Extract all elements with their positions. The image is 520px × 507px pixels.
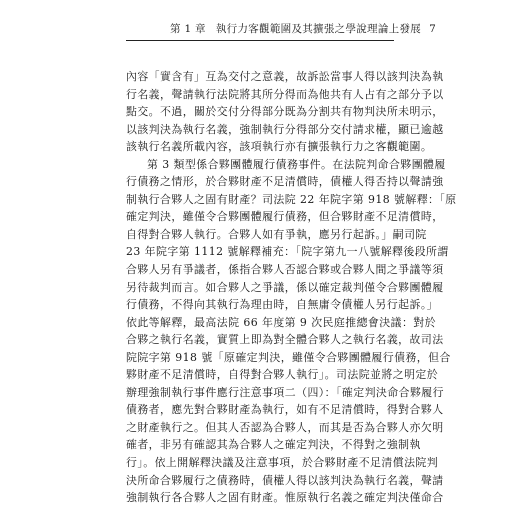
body-text — [126, 68, 457, 507]
text-line: 院院字第 918 號「原確定判決，雖僅令合夥團體履行債務，但合 — [126, 350, 451, 364]
text-line: 合夥人另有爭議者，係指合夥人否認合夥或合夥人間之爭議等須 — [126, 263, 444, 277]
text-line: 23 年院字第 1112 號解釋補充：「院字第九一八號解釋後段所謂 — [126, 245, 449, 259]
text-line: 強制執行各合夥人之固有財產。惟原執行名義之確定判決僅命合 — [126, 491, 444, 505]
chapter-label: 第 1 章 — [170, 23, 206, 35]
text-line: 點交。不過，關於交付分得部分既為分割共有物判決所未明示， — [126, 105, 444, 119]
text-line: 依此等解釋，最高法院 66 年度第 9 次民庭推總會決議：對於 — [126, 315, 436, 329]
text-line: 制執行合夥人之固有財產？司法院 22 年院字第 918 號解釋：「原 — [126, 192, 457, 206]
text-line: 債務者，應先對合夥財產為執行，如有不足清償時，得對合夥人 — [126, 403, 444, 417]
text-line: 行」。依上開解釋決議及注意事項，於合夥財產不足清償法院判 — [126, 456, 439, 470]
text-line: 辦理強制執行事件應行注意事項二（四）：「確定判決命合夥履行 — [126, 385, 444, 399]
text-line: 自得對合夥人執行。合夥人如有爭執，應另行起訴。」嗣司院 — [126, 227, 427, 241]
header-rule — [126, 40, 394, 41]
page-number: 7 — [429, 23, 437, 35]
text-line: 該執行名義所載內容，該項執行亦有擴張執行力之客觀範圍。 — [126, 140, 433, 154]
text-line: 以該判決為執行名義，強制執行分得部分交付請求權，顯已逾越 — [126, 122, 444, 136]
text-line: 行名義，聲請執行法院將其所分得而為他共有人占有之部分予以 — [126, 87, 444, 101]
text-line: 行債務之情形，於合夥財產不足清償時，債權人得否持以聲請強 — [126, 175, 444, 189]
text-line: 合夥之執行名義，實質上即為對全體合夥人之執行名義，故司法 — [126, 333, 444, 347]
text-line: 內容「實含有」互為交付之意義，故訴訟當事人得以該判決為執 — [126, 70, 444, 83]
text-line: 確定判決，雖僅令合夥團體履行債務，但合夥財產不足清償時， — [126, 210, 444, 224]
text-line: 另待裁判而言。如合夥人之爭議，係以確定裁判僅令合夥團體履 — [126, 280, 444, 294]
text-line: 之財產執行之。但其人否認為合夥人，而其是否為合夥人亦欠明 — [126, 420, 444, 434]
text-line: 第 3 類型係合夥團體履行債務事件。在法院判命合夥團體履 — [147, 157, 446, 171]
running-header — [170, 21, 437, 37]
chapter-title: 執行力客觀範圍及其擴張之學說理論上發展 — [215, 23, 422, 35]
text-line: 夥財產不足清償時，自得對合夥人執行」。司法院並將之明定於 — [126, 368, 439, 382]
text-line: 確者，非另有確認其為合夥人之確定判決，不得對之強制執 — [126, 438, 421, 452]
text-line: 決所命合夥履行之債務時，債權人得以該判決為執行名義，聲請 — [126, 473, 444, 487]
text-line: 行債務，不得向其執行為理由時，自無庸令債權人另行起訴。」 — [126, 298, 439, 312]
